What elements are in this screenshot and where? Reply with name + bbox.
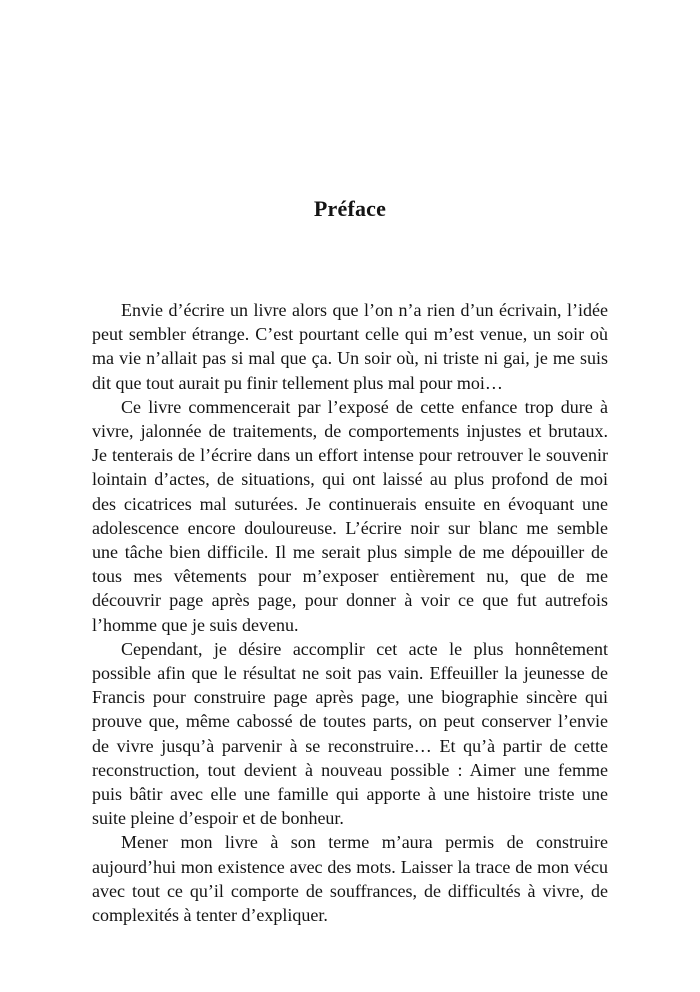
text-line: avec tout ce qu’il comporte de souffrances, de difficultés à vivre, de [92, 880, 608, 901]
text-line: de vivre jusqu’à parvenir à se reconstruire… Et qu’à partir de cette [92, 735, 608, 756]
preface-text [92, 298, 608, 927]
paragraph [92, 395, 608, 637]
text-line: ma vie n’allait pas si mal que ça. Un soir où, ni triste ni gai, je me suis [92, 348, 608, 369]
text-line: dit que tout aurait pu finir tellement plus mal pour moi… [92, 372, 503, 393]
text-line: Cependant, je désire accomplir cet acte le plus honnêtement [121, 638, 608, 659]
text-line: complexités à tenter d’expliquer. [92, 905, 328, 926]
text-line: aujourd’hui mon existence avec des mots. Laisser la trace de mon vécu [92, 856, 608, 877]
text-line: vivre, jalonnée de traitements, de comportements injustes et brutaux. [92, 421, 608, 442]
text-line: puis bâtir avec elle une famille qui apporte à une histoire triste une [92, 784, 608, 805]
text-line: Francis pour construire page après page, une biographie sincère qui [92, 687, 608, 708]
text-line: Mener mon livre à son terme m’aura permis de construire [121, 832, 608, 853]
text-line: Je tenterais de l’écrire dans un effort intense pour retrouver le souvenir [92, 445, 608, 466]
paragraph [92, 298, 608, 395]
text-line: suite pleine d’espoir et de bonheur. [92, 808, 344, 829]
text-line: tous mes vêtements pour m’exposer entièrement nu, que de me [92, 566, 608, 587]
text-line: Envie d’écrire un livre alors que l’on n’a rien d’un écrivain, l’idée [121, 300, 608, 320]
text-line: reconstruction, tout devient à nouveau possible : Aimer une femme [92, 759, 608, 780]
text-line: prouve que, même cabossé de toutes parts, on peut conserver l’envie [92, 711, 608, 732]
text-line: peut sembler étrange. C’est pourtant celle qui m’est venue, un soir où [92, 324, 608, 345]
text-line: adolescence encore douloureuse. L’écrire noir sur blanc me semble [92, 517, 608, 538]
text-line: des cicatrices mal suturées. Je continuerais ensuite en évoquant une [92, 493, 608, 514]
paragraph [92, 637, 608, 831]
text-line: lointain d’actes, de situations, qui ont laissé au plus profond de moi [92, 469, 608, 490]
text-line: une tâche bien difficile. Il me serait plus simple de me dépouiller de [92, 542, 608, 563]
text-line: découvrir page après page, pour donner à voir ce que fut autrefois [92, 590, 608, 611]
text-line: possible afin que le résultat ne soit pas vain. Effeuiller la jeunesse de [92, 663, 608, 684]
text-line: l’homme que je suis devenu. [92, 614, 299, 635]
text-line: Ce livre commencerait par l’exposé de cette enfance trop dure à [121, 396, 608, 417]
paragraph [92, 830, 608, 927]
chapter-title: Préface [313, 196, 387, 221]
